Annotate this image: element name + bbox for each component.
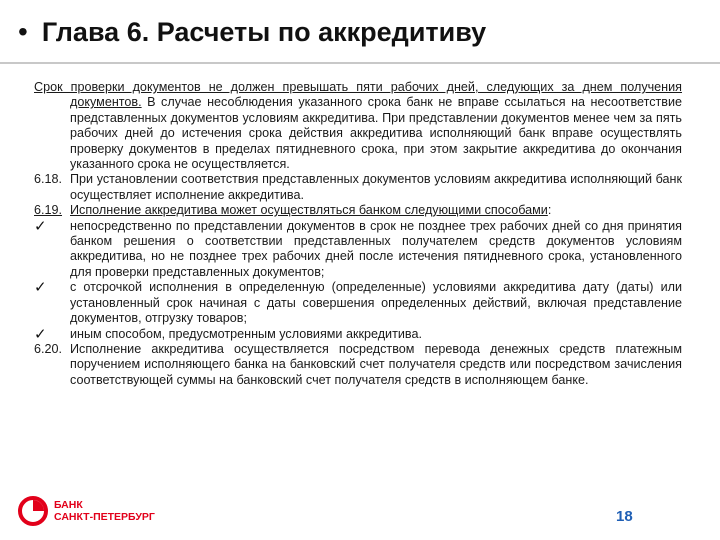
title-bullet: • — [18, 16, 28, 47]
clause-text: При установлении соответствия представленных документов условиям аккредитива исполняющий банк осуществляет исполнение аккредитива. — [70, 172, 682, 202]
method-item-text: непосредственно по представлении документов в срок не позднее трех рабочих дней со дня принятия банком решения о соответствии представленных получателем средств документов условиям аккредитива, но не позднее трех рабочих дней после истечения пятидневного срока, установленного для проверки представленных документов; — [70, 218, 682, 279]
title-divider — [0, 62, 720, 64]
slide-title: Глава 6. Расчеты по аккредитиву — [41, 16, 487, 47]
clause-text: Исполнение аккредитива может осуществляться банком следующими способами — [70, 203, 548, 218]
method-item-1 — [34, 219, 682, 281]
logo-text-line2: САНКТ-ПЕТЕРБУРГ — [54, 511, 155, 523]
paragraph-verification-period — [34, 80, 682, 172]
clause-number: 6.20. — [34, 341, 63, 356]
clause-6-19 — [34, 203, 682, 218]
title-row — [18, 12, 486, 52]
logo-text-line1: БАНК — [54, 499, 83, 511]
clause-6-20 — [34, 342, 682, 388]
clause-colon: : — [547, 203, 552, 218]
method-item-text: с отсрочкой исполнения в определенную (определенные) условиями аккредитива дату (даты) или установленный срок начиная с даты совершения определенных действий, включая представление документов, отгрузку товаров; — [70, 280, 682, 326]
slide-content — [34, 80, 682, 388]
paragraph-text: В случае несоблюдения указанного срока банк не вправе ссылаться на несоответствие представленных документов условиям аккредитива. При представлении документов менее чем за пять рабочих дней до истечения срока действия аккредитива исполняющий банк вправе осуществлять проверку документов в пределах пятидневного срока, при этом закрытие аккредитива до окончания указанного срока не осуществляется. — [70, 95, 682, 172]
checkmark-icon: ✓ — [34, 217, 47, 235]
clause-number: 6.19. — [34, 203, 63, 218]
checkmark-icon: ✓ — [34, 325, 47, 343]
checkmark-icon: ✓ — [34, 279, 47, 297]
bank-logo-icon — [18, 496, 48, 526]
underlined-text: Срок проверки документов не должен превышать пяти рабочих дней, следующих за днем получения документов. — [34, 80, 682, 110]
method-item-3 — [34, 327, 682, 342]
method-item-text: иным способом, предусмотренным условиями аккредитива. — [70, 326, 422, 341]
method-item-2 — [34, 280, 682, 326]
page-number: 18 — [616, 508, 633, 525]
clause-text: Исполнение аккредитива осуществляется посредством перевода денежных средств платежным поручением исполняющего банка на банковский счет получателя средств или посредством зачисления соответствующей суммы на банковский счет получателя средств в исполняющем банке. — [70, 341, 682, 387]
clause-6-18 — [34, 172, 682, 203]
bank-logo — [18, 496, 155, 526]
clause-number: 6.18. — [34, 172, 63, 187]
